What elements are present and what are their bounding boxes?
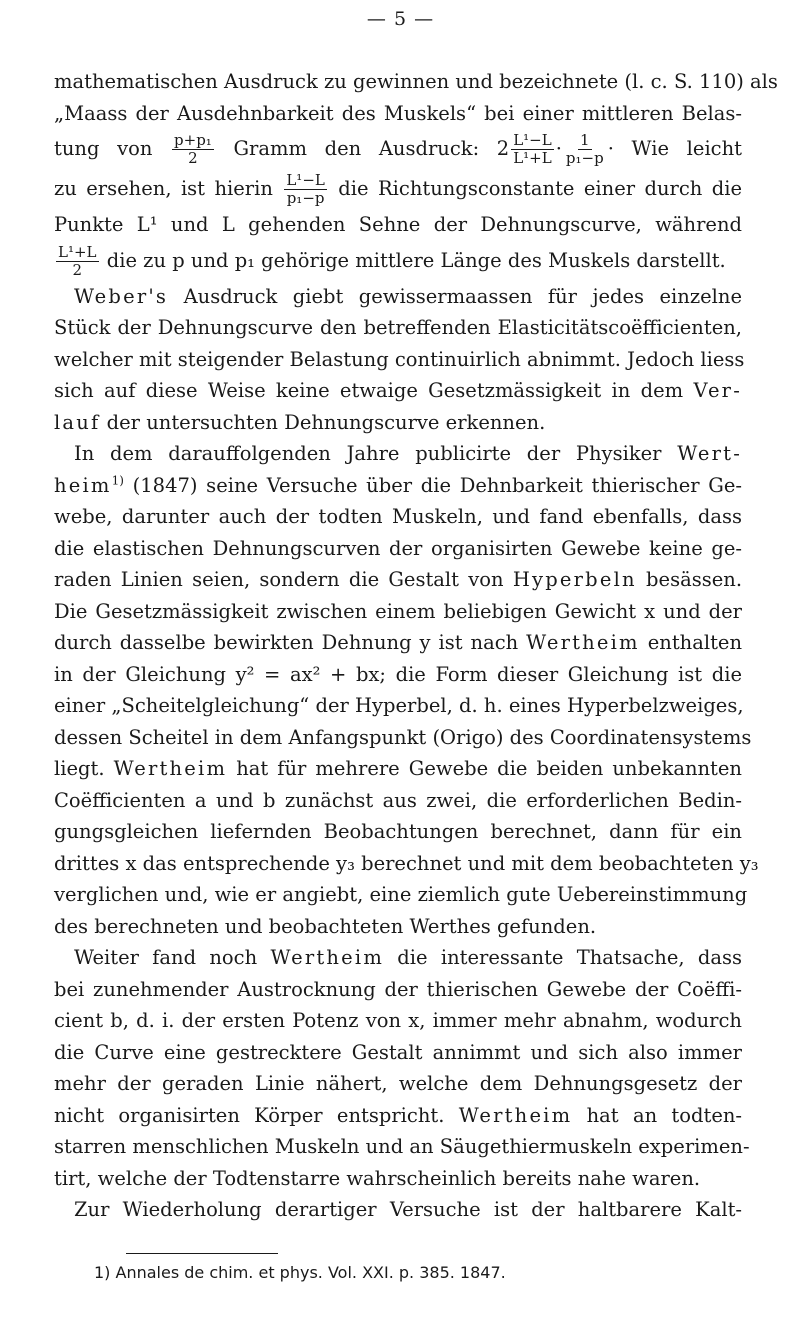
text-line: die elastischen Dehnungscurven der organisirten Gewebe keine ge-	[54, 536, 742, 560]
text-line: liegt. Wertheim hat für mehrere Gewebe die beiden unbekannten	[54, 757, 742, 780]
text-line: Weber's Ausdruck giebt gewissermaassen für jedes einzelne	[74, 284, 742, 308]
body-text	[54, 66, 778, 1226]
text-line: Weiter fand noch Wertheim die interessante Thatsache, dass	[74, 946, 742, 969]
text-line: des berechneten und beobachteten Werthes gefunden.	[54, 914, 597, 938]
page-number: — 5 —	[366, 8, 435, 30]
text-line: In dem darauffolgenden Jahre publicirte der Physiker Wert-	[74, 442, 742, 465]
text-line: einer „Scheitelgleichung“ der Hyperbel, d. h. eines Hyperbelzweiges,	[54, 694, 744, 717]
text-line: cient b, d. i. der ersten Potenz von x, immer mehr abnahm, wodurch	[54, 1009, 742, 1032]
text-line: nicht organisirten Körper entspricht. Wertheim hat an todten-	[54, 1103, 743, 1127]
fraction: $\frac{\text{L¹−L}}{\text{L¹+L}}$	[513, 131, 552, 167]
formula-line: tung von $\frac{\text{p+p₁}}{2}$ Gramm den Ausdruck: 2 $\frac{\text{L¹−L}}{\text{L¹+L}}$ · $\frac{1}{\text{p₁−p}}$ · Wie leicht	[54, 131, 742, 167]
text-line: dessen Scheitel in dem Anfangspunkt (Origo) des Coordinatensystems	[54, 725, 752, 749]
text-line: mathematischen Ausdruck zu gewinnen und bezeichnete (l. c. S. 110) als	[54, 70, 778, 93]
text-line: lauf der untersuchten Dehnungscurve erkennen.	[54, 410, 546, 434]
text-line: sich auf diese Weise keine etwaige Gesetzmässigkeit in dem Ver-	[54, 379, 742, 402]
text-line: raden Linien seien, sondern die Gestalt von Hyperbeln besässen.	[54, 568, 743, 591]
text-line: drittes x das entsprechende y₃ berechnet und mit dem beobachteten y₃	[54, 851, 759, 875]
text-line: starren menschlichen Muskeln und an Säugethiermuskeln experimen-	[54, 1135, 750, 1158]
text-line: verglichen und, wie er angiebt, eine ziemlich gute Uebereinstimmung	[54, 883, 748, 906]
text-line: welcher mit steigender Belastung continuirlich abnimmt. Jedoch liess	[54, 347, 745, 371]
footnote-rule	[126, 1253, 278, 1254]
text-line: in der Gleichung y² = ax² + bx; die Form dieser Gleichung ist die	[54, 662, 742, 686]
text-line: durch dasselbe bewirkten Dehnung y ist nach Wertheim enthalten	[54, 631, 743, 654]
text-line: bei zunehmender Austrocknung der thierischen Gewebe der Coëffi-	[54, 977, 742, 1001]
text-line: heim$^{1)}$ (1847) seine Versuche über die Dehnbarkeit thierischer Ge-	[54, 473, 742, 497]
text-line: Punkte L¹ und L gehenden Sehne der Dehnungscurve, während	[54, 213, 742, 236]
text-line: Stück der Dehnungscurve den betreffenden Elasticitätscoëfficienten,	[54, 316, 742, 339]
text-line: Die Gesetzmässigkeit zwischen einem beliebigen Gewicht x und der	[54, 599, 742, 623]
fraction: $\frac{\text{L¹−L}}{\text{p₁−p}}$	[286, 171, 325, 207]
text-line: „Maass der Ausdehnbarkeit des Muskels“ bei einer mittleren Belas-	[54, 101, 742, 125]
text-line: tirt, welche der Todtenstarre wahrscheinlich bereits nahe waren.	[54, 1166, 701, 1190]
footnote: 1) Annales de chim. et phys. Vol. XXI. p. 385. 1847.	[94, 1263, 506, 1282]
text-line: webe, darunter auch der todten Muskeln, und fand ebenfalls, dass	[54, 505, 742, 528]
fraction: $\frac{\text{L¹+L}}{2}$	[58, 242, 97, 279]
formula-line: zu ersehen, ist hierin $\frac{\text{L¹−L}}{\text{p₁−p}}$ die Richtungsconstante einer durch die	[54, 171, 743, 207]
text-line: die Curve eine gestrecktere Gestalt annimmt und sich also immer	[54, 1040, 742, 1064]
text-line: mehr der geraden Linie nähert, welche dem Dehnungsgesetz der	[54, 1072, 742, 1095]
footnote-marker: 1)	[111, 473, 124, 487]
fraction: $\frac{1}{\text{p₁−p}}$	[565, 131, 604, 167]
text-line: gungsgleichen liefernden Beobachtungen berechnet, dann für ein	[54, 820, 742, 843]
formula-line: $\frac{\text{L¹+L}}{2}$ die zu p und p₁ gehörige mittlere Länge des Muskels darstellt.	[58, 242, 726, 279]
fraction: $\frac{\text{p+p₁}}{2}$	[174, 131, 212, 167]
text-line: Zur Wiederholung derartiger Versuche ist der haltbarere Kalt-	[74, 1198, 742, 1221]
text-line: Coëfficienten a und b zunächst aus zwei, die erforderlichen Bedin-	[54, 788, 742, 812]
